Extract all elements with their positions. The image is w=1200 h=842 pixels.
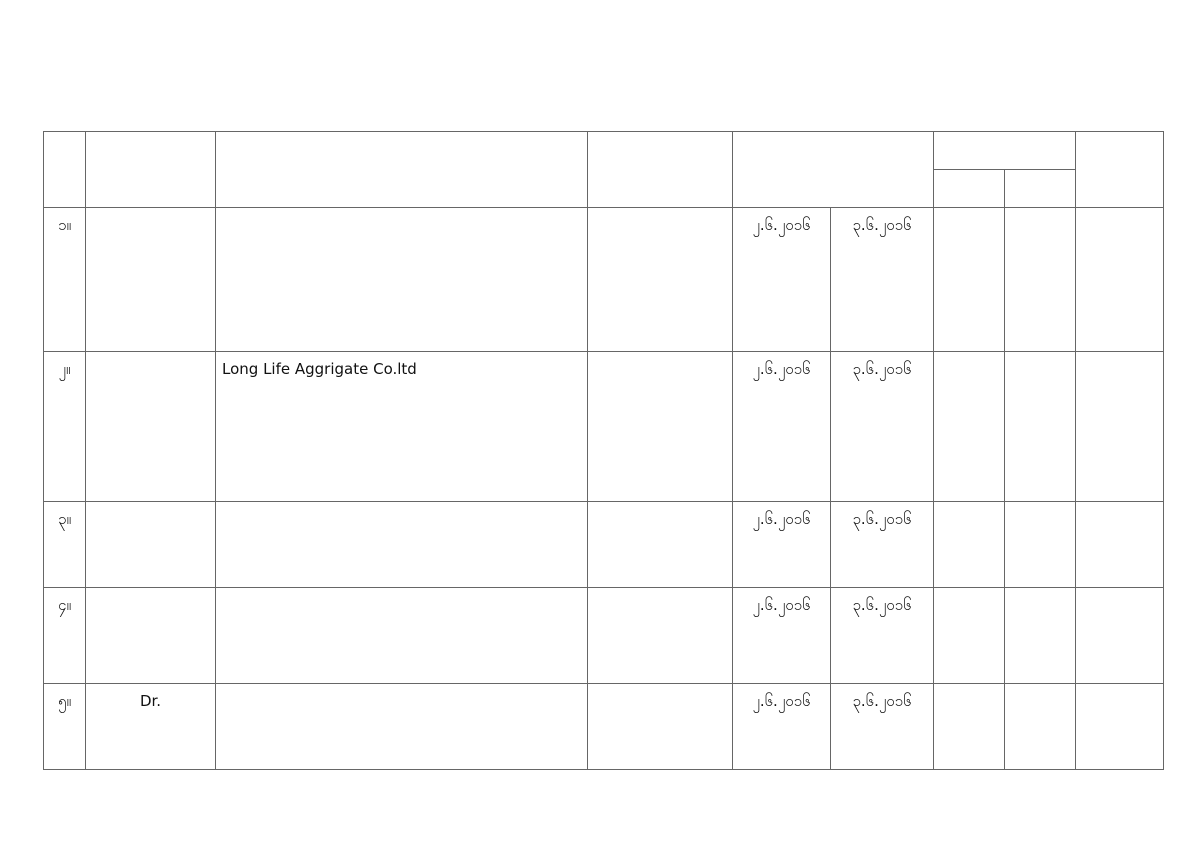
status-pending-cell [1005,684,1076,770]
responder-cell [588,684,733,770]
header-date-group [733,132,934,208]
header-status-done [934,170,1005,208]
status-pending-cell [1005,352,1076,502]
document-title [0,60,1200,84]
status-pending-cell [1005,502,1076,588]
submitter-cell [86,208,216,352]
row-number-cell: ၅။ [44,684,86,770]
proposal-cell [216,588,588,684]
table-row [44,588,1164,684]
date-cell-1: ၂.၆.၂၀၁၆ [733,502,831,588]
header-submitter [86,132,216,208]
row-number-cell: ၁။ [44,208,86,352]
remarks-cell [1076,502,1164,588]
submitter-cell [86,588,216,684]
submissions-table [43,131,1164,770]
status-done-cell [934,502,1005,588]
status-done-cell [934,588,1005,684]
responder-cell [588,588,733,684]
date-cell-2: ၃.၆.၂၀၁၆ [831,502,934,588]
responder-cell [588,208,733,352]
date-cell-1: ၂.၆.၂၀၁၆ [733,208,831,352]
date-cell-2: ၃.၆.၂၀၁၆ [831,208,934,352]
status-pending-cell [1005,208,1076,352]
responder-cell [588,502,733,588]
proposal-cell [216,208,588,352]
submitter-cell: Dr. [86,684,216,770]
table-row [44,352,1164,502]
status-pending-cell [1005,588,1076,684]
proposal-cell: Long Life Aggrigate Co.ltd [216,352,588,502]
header-status-group [934,132,1076,170]
row-number-cell: ၂။ [44,352,86,502]
date-cell-1: ၂.၆.၂၀၁၆ [733,588,831,684]
header-status-pending [1005,170,1076,208]
status-done-cell [934,208,1005,352]
date-cell-1: ၂.၆.၂၀၁၆ [733,352,831,502]
proposal-cell [216,502,588,588]
date-cell-2: ၃.၆.၂၀၁၆ [831,684,934,770]
row-number-cell: ၄။ [44,588,86,684]
date-cell-2: ၃.၆.၂၀၁၆ [831,352,934,502]
header-no [44,132,86,208]
table-header-row [44,132,1164,170]
date-cell-1: ၂.၆.၂၀၁၆ [733,684,831,770]
header-responder [588,132,733,208]
proposal-cell [216,684,588,770]
submitter-cell [86,352,216,502]
table-row [44,208,1164,352]
status-done-cell [934,352,1005,502]
header-remarks [1076,132,1164,208]
remarks-cell [1076,684,1164,770]
remarks-cell [1076,208,1164,352]
table-row [44,502,1164,588]
table-row [44,684,1164,770]
responder-cell [588,352,733,502]
header-proposal [216,132,588,208]
status-done-cell [934,684,1005,770]
remarks-cell [1076,588,1164,684]
submitter-cell [86,502,216,588]
row-number-cell: ၃။ [44,502,86,588]
date-cell-2: ၃.၆.၂၀၁၆ [831,588,934,684]
remarks-cell [1076,352,1164,502]
